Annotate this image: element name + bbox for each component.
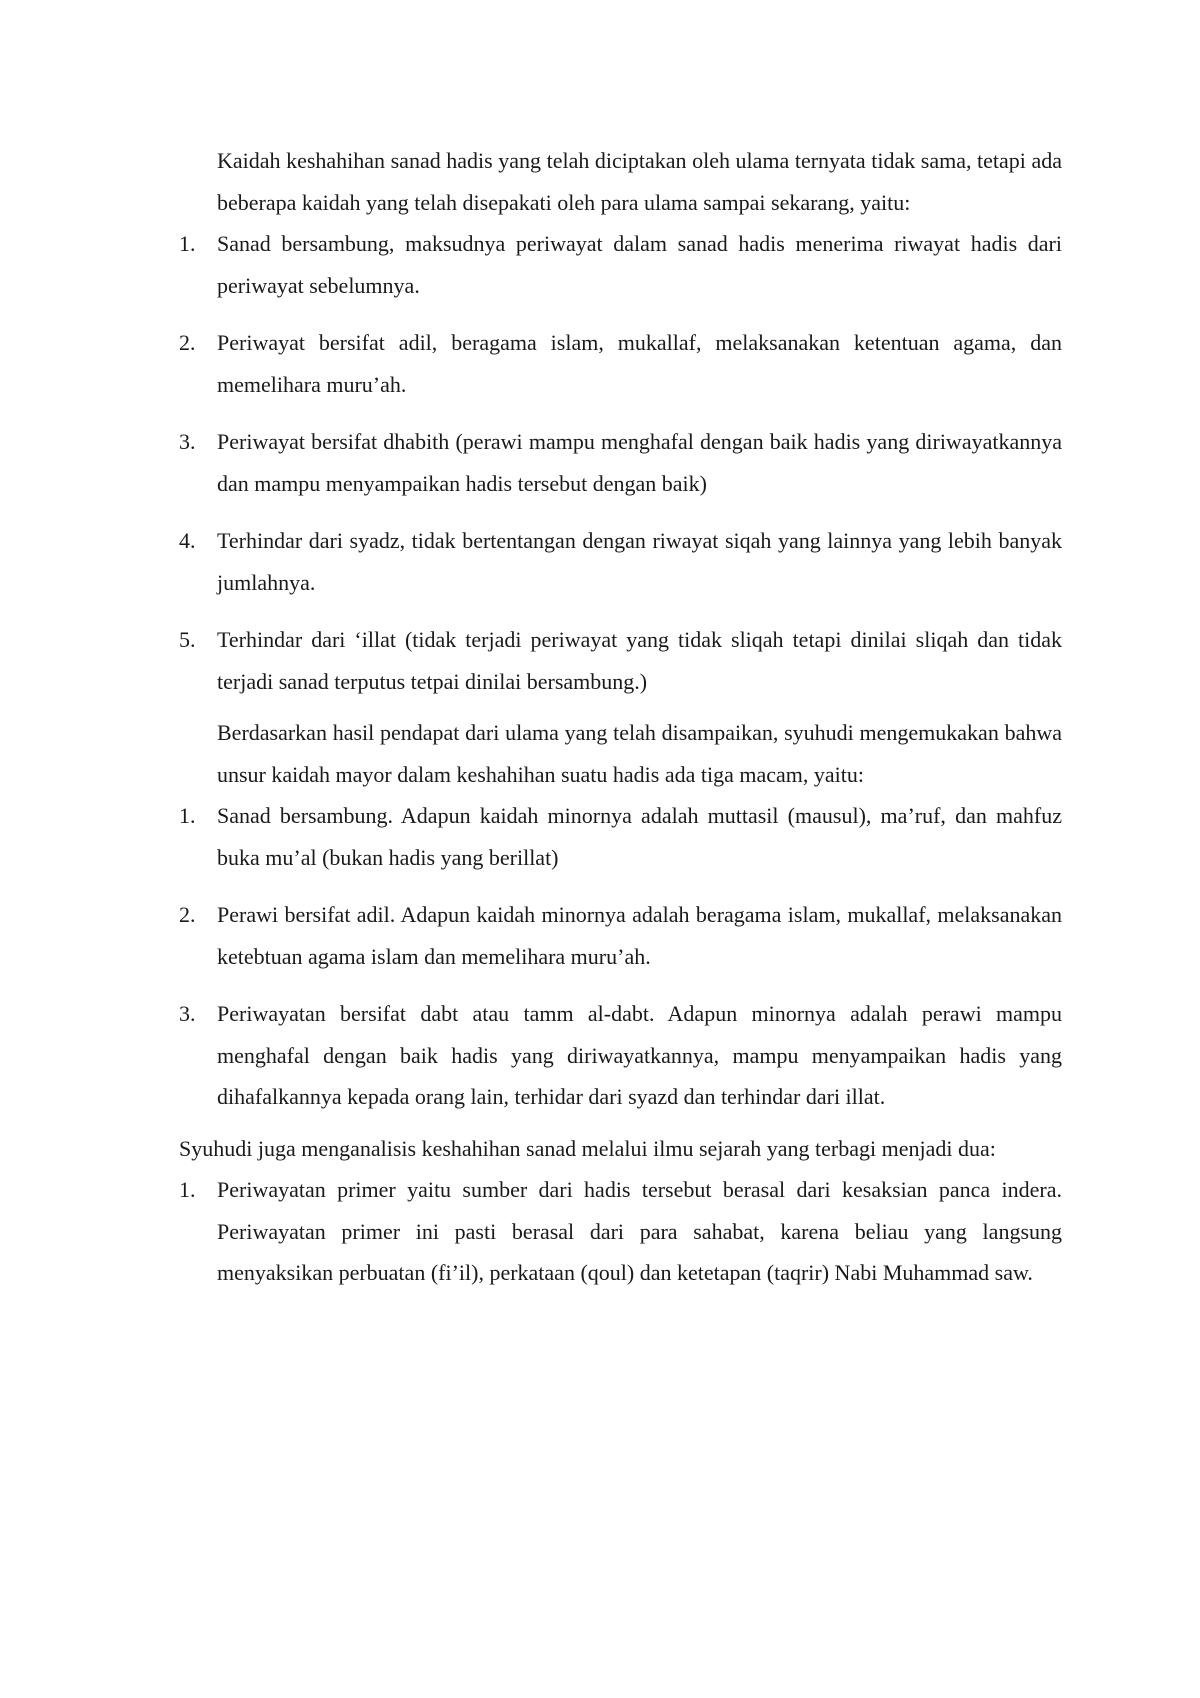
list-number: 5. [179,627,196,652]
list-item [179,421,1062,504]
list-text: Sanad bersambung, maksudnya periwayat dalam sanad hadis menerima riwayat hadis dari periwayat sebelumnya. [217,231,1062,298]
sejarah-list [179,1169,1062,1294]
list-text: Periwayatan primer yaitu sumber dari hadis tersebut berasal dari kesaksian panca indera. Periwayatan primer ini pasti berasal dari para sahabat, karena beliau yang langsung menyaksikan perbuatan (fi’il), perkataan (qoul) dan ketetapan (taqrir) Nabi Muhammad saw. [217,1177,1062,1285]
list-text: Periwayat bersifat dhabith (perawi mampu menghafal dengan baik hadis yang diriwayatkannya dan mampu menyampaikan hadis tersebut dengan baik) [217,429,1062,496]
list-item [179,619,1062,702]
list-item [179,322,1062,405]
list-text: Periwayatan bersifat dabt atau tamm al-dabt. Adapun minornya adalah perawi mampu menghafal dengan baik hadis yang diriwayatkannya, mampu menyampaikan hadis yang dihafalkannya kepada orang lain, terhidar dari syazd dan terhindar dari illat. [217,1001,1062,1109]
list-text: Terhindar dari ‘illat (tidak terjadi periwayat yang tidak sliqah tetapi dinilai sliqah dan tidak terjadi sanad terputus tetpai dinilai bersambung.) [217,627,1062,694]
list-text: Terhindar dari syadz, tidak bertentangan dengan riwayat siqah yang lainnya yang lebih banyak jumlahnya. [217,528,1062,595]
list-item [179,1169,1062,1294]
list-item [179,520,1062,603]
document-body [179,140,1062,1304]
list-number: 1. [179,231,196,256]
list-number: 4. [179,528,196,553]
list-number: 1. [179,1177,196,1202]
sejarah-paragraph: Syuhudi juga menganalisis keshahihan sanad melalui ilmu sejarah yang terbagi menjadi dua: [179,1135,996,1161]
list-item [179,993,1062,1118]
list-number: 1. [179,803,196,828]
list-number: 2. [179,902,196,927]
list-item [179,223,1062,306]
list-text: Perawi bersifat adil. Adapun kaidah minornya adalah beragama islam, mukallaf, melaksanakan ketebtuan agama islam dan memelihara muru’ah. [217,902,1062,969]
list-text: Sanad bersambung. Adapun kaidah minornya adalah muttasil (mausul), ma’ruf, dan mahfuz buka mu’al (bukan hadis yang berillat) [217,803,1062,870]
kaidah-list [179,223,1062,702]
list-item [179,894,1062,977]
list-number: 3. [179,429,196,454]
mayor-list [179,795,1062,1118]
list-number: 2. [179,330,196,355]
intro-paragraph: Kaidah keshahihan sanad hadis yang telah diciptakan oleh ulama ternyata tidak sama, tetapi ada beberapa kaidah yang telah disepakati oleh para ulama sampai sekarang, yaitu: [217,148,1062,215]
mayor-paragraph: Berdasarkan hasil pendapat dari ulama yang telah disampaikan, syuhudi mengemukakan bahwa unsur kaidah mayor dalam keshahihan suatu hadis ada tiga macam, yaitu: [217,720,1062,787]
list-text: Periwayat bersifat adil, beragama islam, mukallaf, melaksanakan ketentuan agama, dan memelihara muru’ah. [217,330,1062,397]
list-item [179,795,1062,878]
list-number: 3. [179,1001,196,1026]
